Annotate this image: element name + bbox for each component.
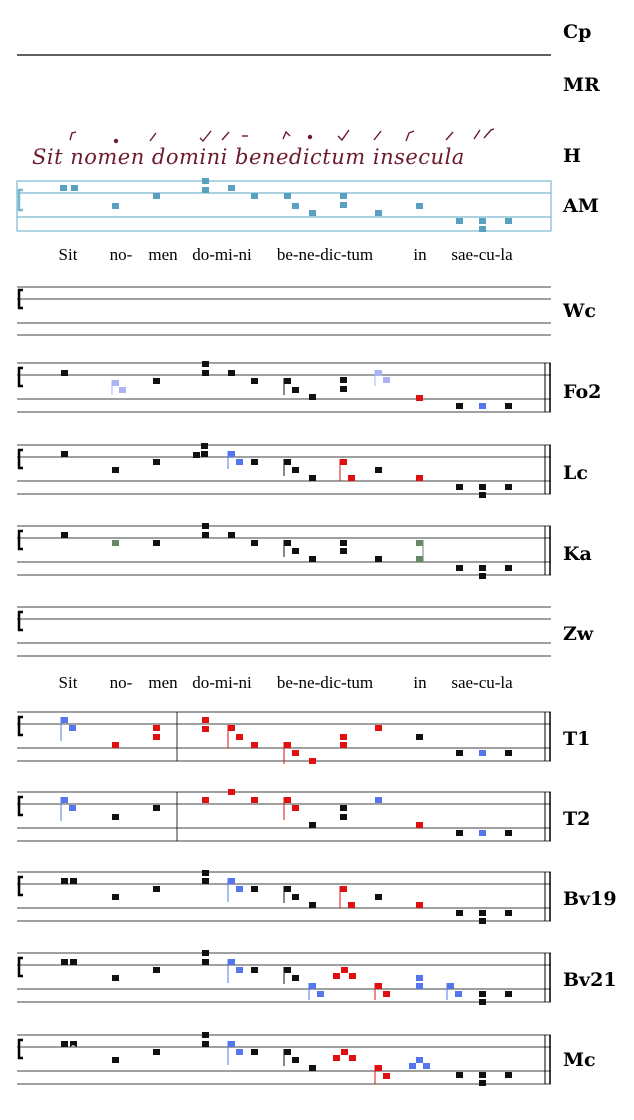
syllable-saecula: sae-cu-la (451, 673, 513, 692)
siglum-lc: Lc (563, 462, 588, 484)
siglum-mc: Mc (563, 1049, 596, 1071)
ka-notes (61, 523, 512, 579)
syllable-benedictum: be-ne-dic-tum (276, 673, 374, 692)
am-staff (17, 181, 551, 231)
syllable-in: in (413, 245, 427, 264)
syllable-benedictum: be-ne-dic-tum (276, 245, 374, 264)
t2-notes (61, 789, 512, 836)
siglum-t1: T1 (563, 728, 591, 750)
syllable-saecula: sae-cu-la (451, 245, 513, 264)
siglum-am: AM (563, 195, 599, 217)
siglum-ka: Ka (563, 543, 592, 565)
syllable-domini: do-mi-ni (192, 245, 252, 264)
syllable-men: men (148, 245, 178, 264)
siglum-h: H (563, 145, 581, 167)
siglum-wc: Wc (563, 300, 596, 322)
syllable-domini: do-mi-ni (192, 673, 252, 692)
siglum-t2: T2 (563, 808, 591, 830)
bv19-notes (61, 870, 512, 924)
siglum-bv21: Bv21 (563, 969, 617, 991)
siglum-fo2: Fo2 (563, 381, 602, 403)
lc-notes (61, 443, 512, 498)
lyrics-row-2 (0, 672, 560, 694)
fo2-notes (61, 361, 512, 409)
manuscript-text: Sit nomen domini benedictum insecula (32, 145, 465, 169)
wc-staff (17, 287, 551, 335)
syllable-no: no- (109, 673, 133, 692)
siglum-cp: Cp (563, 21, 592, 43)
siglum-zw: Zw (563, 623, 594, 645)
siglum-mr: MR (563, 74, 600, 96)
am-notes (60, 178, 512, 232)
neume-marks (70, 129, 494, 143)
syllable-in: in (413, 673, 427, 692)
lyrics-row-1 (0, 244, 560, 266)
syllable-men: men (148, 673, 178, 692)
zw-staff (17, 607, 551, 656)
siglum-bv19: Bv19 (563, 888, 617, 910)
mc-notes (61, 1032, 512, 1086)
bv21-notes (61, 950, 512, 1005)
syllable-no: no- (109, 245, 133, 264)
syllable-sit: Sit (58, 245, 78, 264)
syllable-sit: Sit (58, 673, 78, 692)
